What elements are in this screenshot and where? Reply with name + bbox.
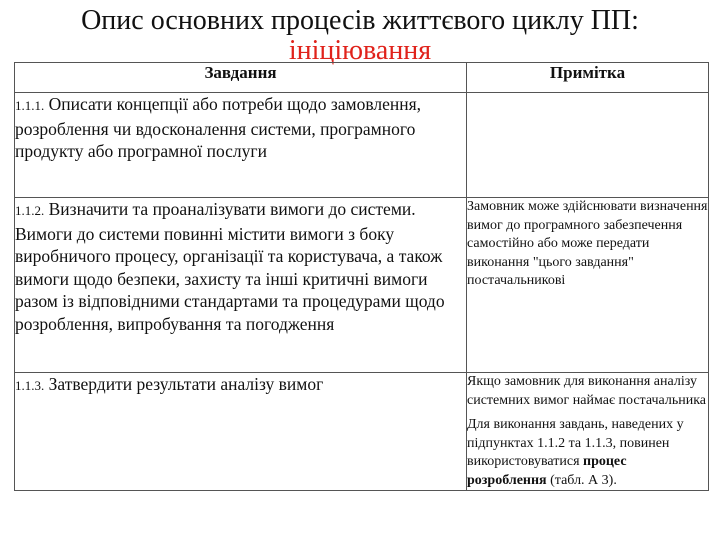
note-text-2: Для виконання завдань, наведених у підпунктах 1.1.2 та 1.1.3, повинен використовуватися процес розроблення (табл. А 3).	[467, 417, 684, 488]
table-header-row	[15, 63, 709, 93]
task-number: 1.1.2.	[15, 203, 45, 218]
task-number: 1.1.3.	[15, 378, 45, 393]
table-row	[15, 198, 709, 373]
task-cell	[15, 373, 467, 491]
note-bold-term: процес розроблення	[467, 454, 627, 488]
note-text: Якщо замовник для виконання аналізу системних вимог наймає постачальника	[467, 374, 707, 408]
note-cell	[467, 93, 709, 198]
header-note: Примітка	[467, 63, 709, 93]
task-text: Визначити та проаналізувати вимоги до системи. Вимоги до системи повинні містити вимоги з боку виробничого процесу, організації та користувача, а також вимоги щодо безпеки, захисту та інші критичні вимоги разом із відповідними стандартами та процедурами щодо розроблення, випробування та погодження	[15, 199, 445, 334]
title-line-2-highlight: ініціювання	[288, 35, 432, 66]
table-row	[15, 93, 709, 198]
header-task: Завдання	[15, 63, 467, 93]
title-line-1: Опис основних процесів життєвого циклу ПП:	[81, 5, 639, 36]
task-number: 1.1.1.	[15, 98, 45, 113]
slide-title	[0, 6, 720, 66]
table-row	[15, 373, 709, 491]
note-cell	[467, 373, 709, 491]
process-table	[14, 62, 709, 491]
note-cell	[467, 198, 709, 373]
task-text: Затвердити результати аналізу вимог	[48, 374, 324, 394]
note-text: Замовник може здійснювати визначення вимог до програмного забезпечення самостійно або може передати виконання "цього завдання" постачальникові	[467, 199, 708, 288]
task-cell	[15, 198, 467, 373]
task-text: Описати концепції або потреби щодо замовлення, розроблення чи вдосконалення системи, програмного продукту або програмної послуги	[15, 94, 422, 161]
task-cell	[15, 93, 467, 198]
